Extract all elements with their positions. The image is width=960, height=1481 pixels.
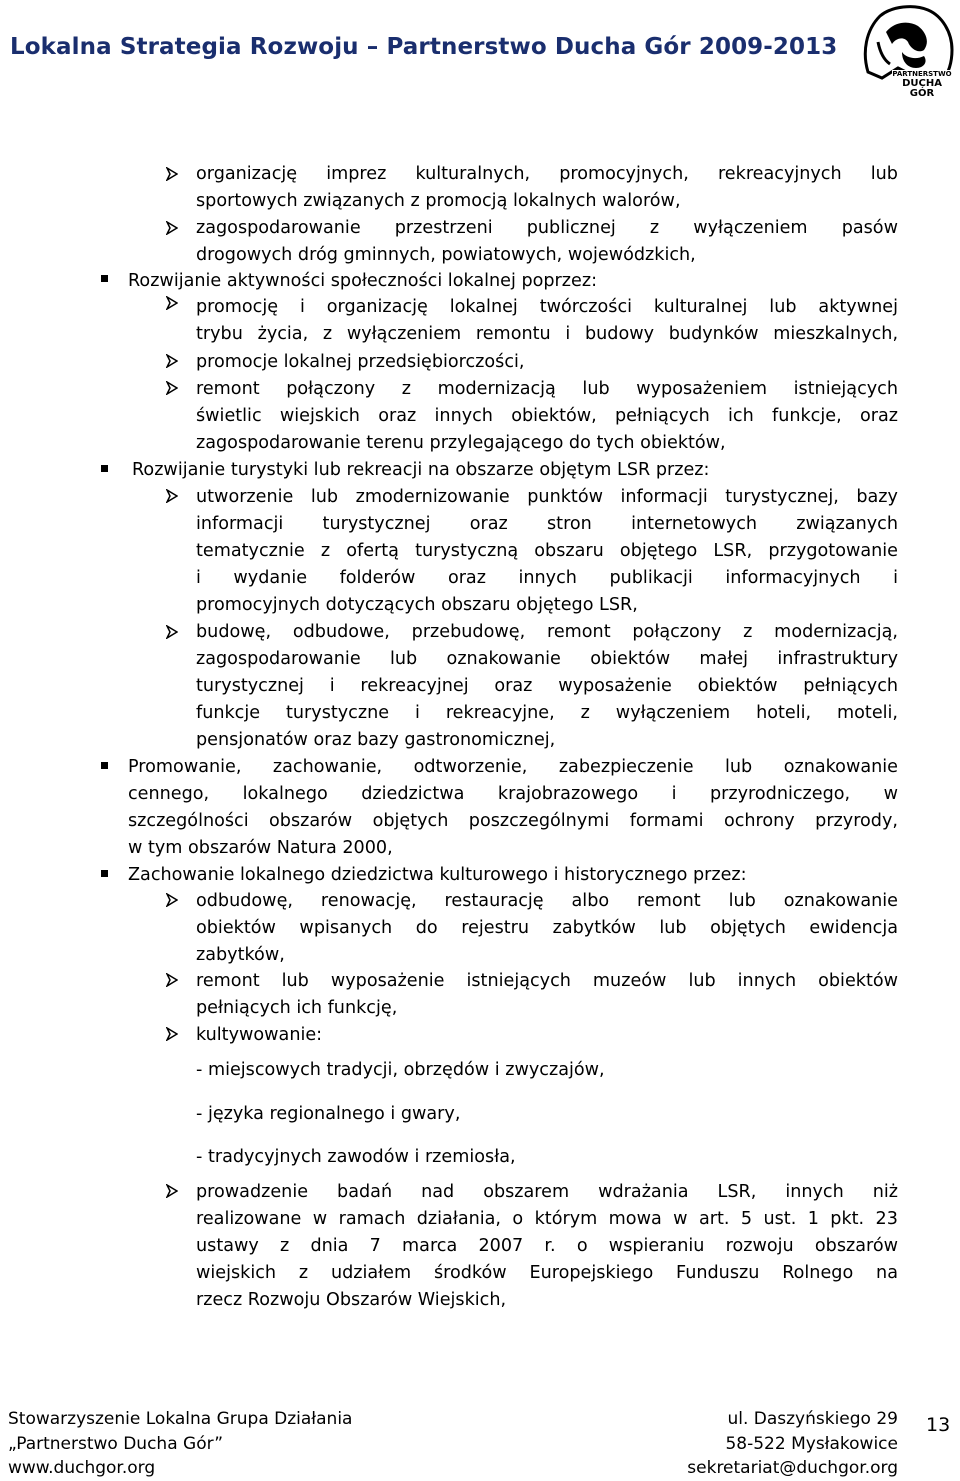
text-line: w tym obszarów Natura 2000,: [128, 838, 393, 858]
arrow-bullet-icon: [166, 296, 178, 310]
arrow-bullet-icon: [166, 1184, 178, 1198]
text-line: obiektów wpisanych do rejestru zabytków lub objętych ewidencja: [196, 918, 899, 938]
section-heading: Rozwijanie aktywności społeczności lokalnej poprzez:: [128, 271, 598, 291]
text-line: budowę, odbudowe, przebudowę, remont połączony z modernizacją,: [196, 622, 898, 642]
text-line: świetlic wiejskich oraz innych obiektów, pełniących ich funkcje, oraz: [196, 406, 898, 426]
text-line: realizowane w ramach działania, o którym mowa w art. 5 ust. 1 pkt. 23: [196, 1209, 898, 1229]
logo-text-gor: GÓR: [909, 88, 935, 98]
text-line: promocję i organizację lokalnej twórczości kulturalnej lub aktywnej: [196, 297, 898, 317]
logo-text-partnerstwo: PARTNERSTWO: [892, 70, 952, 78]
text-line: tematycznie z ofertą turystyczną obszaru objętego LSR, przygotowanie: [196, 541, 898, 561]
text-line: pensjonatów oraz bazy gastronomicznej,: [196, 730, 556, 750]
square-bullet-icon: [101, 465, 108, 472]
text-line: promocyjnych dotyczących obszaru objętego LSR,: [196, 595, 638, 615]
text-line: remont lub wyposażenie istniejących muzeów lub innych obiektów: [196, 971, 899, 991]
text-line: - miejscowych tradycji, obrzędów i zwyczajów,: [196, 1060, 605, 1080]
footer-org-line1: Stowarzyszenie Lokalna Grupa Działania: [8, 1409, 353, 1429]
footer-address-line2: 58-522 Mysłakowice: [725, 1434, 898, 1454]
section-heading: Rozwijanie turystyki lub rekreacji na obszarze objętym LSR przez:: [132, 460, 710, 480]
text-line: i wydanie folderów oraz innych publikacji informacyjnych i: [196, 568, 898, 588]
arrow-bullet-icon: [166, 625, 178, 639]
text-line: turystycznej i rekreacyjnej oraz wyposażenie obiektów pełniących: [196, 676, 899, 696]
arrow-bullet-icon: [166, 381, 178, 395]
text-line: promocje lokalnej przedsiębiorczości,: [196, 352, 525, 372]
text-line: informacji turystycznej oraz stron internetowych związanych: [196, 514, 898, 534]
text-line: rzecz Rozwoju Obszarów Wiejskich,: [196, 1290, 507, 1310]
arrow-bullet-icon: [166, 489, 178, 503]
footer-email-link[interactable]: sekretariat@duchgor.org: [687, 1458, 898, 1478]
text-line: trybu życia, z wyłączeniem remontu i budowy budynków mieszkalnych,: [196, 324, 899, 344]
text-line: sportowych związanych z promocją lokalnych walorów,: [196, 191, 681, 211]
page-header-title: Lokalna Strategia Rozwoju – Partnerstwo Ducha Gór 2009-2013: [10, 34, 838, 60]
square-bullet-icon: [101, 762, 108, 769]
footer-address-line1: ul. Daszyńskiego 29: [727, 1409, 898, 1429]
page-number: 13: [926, 1414, 951, 1436]
text-line: zagospodarowanie przestrzeni publicznej z wyłączeniem pasów: [196, 218, 898, 238]
text-line: zagospodarowanie terenu przylegającego do tych obiektów,: [196, 433, 726, 453]
partnerstwo-logo: [858, 2, 956, 98]
text-line: funkcje turystyczne i rekreacyjne, z wyłączeniem hoteli, moteli,: [196, 703, 899, 723]
text-line: cennego, lokalnego dziedzictwa krajobrazowego i przyrodniczego, w: [128, 784, 899, 804]
arrow-bullet-icon: [166, 221, 178, 235]
arrow-bullet-icon: [166, 1027, 178, 1041]
footer-website-link[interactable]: www.duchgor.org: [8, 1458, 156, 1478]
logo-text-ducha: DUCHA: [902, 78, 942, 89]
arrow-bullet-icon: [166, 973, 178, 987]
text-line: kultywowanie:: [196, 1025, 323, 1045]
arrow-bullet-icon: [166, 354, 178, 368]
text-line: - języka regionalnego i gwary,: [196, 1104, 461, 1124]
text-line: drogowych dróg gminnych, powiatowych, wojewódzkich,: [196, 245, 696, 265]
text-line: pełniących ich funkcję,: [196, 998, 398, 1018]
section-heading: Promowanie, zachowanie, odtworzenie, zabezpieczenie lub oznakowanie: [128, 757, 898, 777]
text-line: zagospodarowanie lub oznakowanie obiektów małej infrastruktury: [196, 649, 898, 669]
text-line: odbudowę, renowację, restaurację albo remont lub oznakowanie: [196, 891, 898, 911]
text-line: utworzenie lub zmodernizowanie punktów informacji turystycznej, bazy: [196, 487, 898, 507]
text-line: szczególności obszarów objętych poszczególnymi formami ochrony przyrody,: [128, 811, 898, 831]
square-bullet-icon: [101, 870, 108, 877]
square-bullet-icon: [101, 275, 108, 282]
section-heading: Zachowanie lokalnego dziedzictwa kulturowego i historycznego przez:: [128, 865, 747, 885]
arrow-bullet-icon: [166, 893, 178, 907]
text-line: ustawy z dnia 7 marca 2007 r. o wspieraniu rozwoju obszarów: [196, 1236, 899, 1256]
arrow-bullet-icon: [166, 167, 178, 181]
text-line: prowadzenie badań nad obszarem wdrażania LSR, innych niż: [196, 1182, 899, 1202]
footer-org-line2: „Partnerstwo Ducha Gór”: [8, 1434, 224, 1454]
text-line: remont połączony z modernizacją lub wyposażeniem istniejących: [196, 379, 898, 399]
text-line: wiejskich z udziałem środków Europejskiego Funduszu Rolnego na: [196, 1263, 898, 1283]
text-line: organizację imprez kulturalnych, promocyjnych, rekreacyjnych lub: [196, 164, 898, 184]
text-line: zabytków,: [196, 945, 285, 965]
text-line: - tradycyjnych zawodów i rzemiosła,: [196, 1147, 516, 1167]
